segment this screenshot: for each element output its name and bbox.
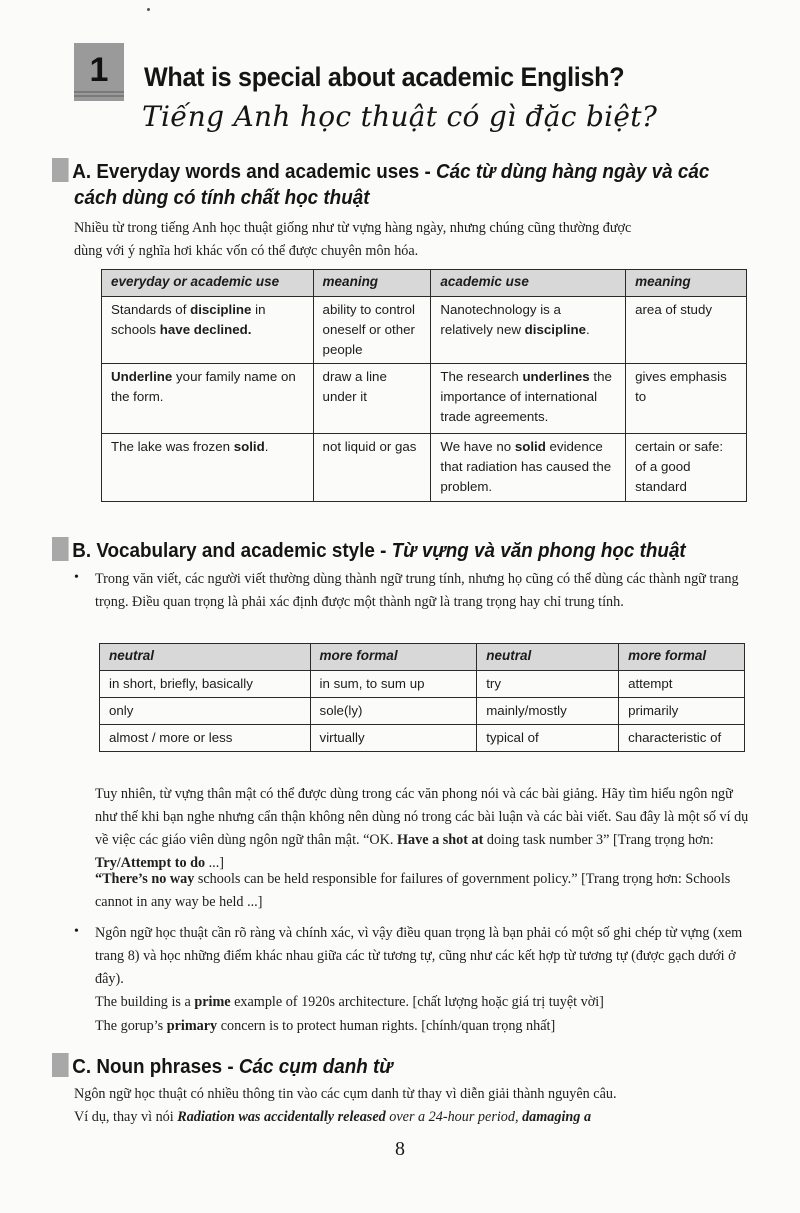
table-cell: attempt — [619, 671, 745, 698]
table-cell: not liquid or gas — [313, 434, 431, 502]
section-c-paragraph-1: Ngôn ngữ học thuật có nhiều thông tin vào các cụm danh từ thay vì diễn giải thành nguyên câu. — [74, 1086, 617, 1102]
table-cell: characteristic of — [619, 725, 745, 752]
table-cell: certain or safe: of a good standard — [626, 434, 747, 502]
section-b-paragraph-3: “There’s no way schools can be held responsible for failures of government policy.” [Trang trọng hơn: Schools cannot in any way be held ...] — [95, 871, 731, 910]
section-c-paragraph-2: Ví dụ, thay vì nói Radiation was accidentally released over a 24-hour period, damaging a — [74, 1109, 592, 1125]
table-row — [100, 698, 745, 725]
table-cell: Nanotechnology is a relatively new discipline. — [431, 297, 626, 364]
unit-number: 1 — [89, 51, 109, 89]
column-header: meaning — [626, 270, 747, 297]
section-b-example-1: The building is a prime example of 1920s architecture. [chất lượng hoặc giá trị tuyệt vời] — [95, 994, 604, 1010]
section-marker-icon — [52, 1053, 69, 1077]
table-cell: try — [477, 671, 619, 698]
table-formality — [99, 643, 745, 752]
column-header: meaning — [313, 270, 431, 297]
table-cell: sole(ly) — [310, 698, 477, 725]
unit-number-box — [74, 43, 124, 101]
bullet-icon: • — [74, 924, 79, 939]
table-row — [100, 671, 745, 698]
table-cell: only — [100, 698, 311, 725]
table-academic-uses — [101, 269, 747, 502]
column-header: neutral — [477, 644, 619, 671]
table-row — [102, 434, 747, 502]
section-b-example-2: The gorup’s primary concern is to protect human rights. [chính/quan trọng nhất] — [95, 1018, 556, 1034]
page-number: 8 — [395, 1138, 405, 1160]
unit-title-en: What is special about academic English? — [144, 62, 625, 92]
table-header-row — [102, 270, 747, 297]
bullet-icon: • — [74, 570, 79, 585]
unit-title-vi: Tiếng Anh học thuật có gì đặc biệt? — [142, 100, 658, 133]
table-cell: virtually — [310, 725, 477, 752]
column-header: neutral — [100, 644, 311, 671]
column-header: more formal — [310, 644, 477, 671]
table-cell: gives emphasis to — [626, 364, 747, 434]
table-cell: Standards of discipline in schools have declined. — [102, 297, 314, 364]
table-cell: ability to control oneself or other people — [313, 297, 431, 364]
speck — [147, 8, 150, 11]
column-header: everyday or academic use — [102, 270, 314, 297]
table-row — [102, 297, 747, 364]
section-b-paragraph-4: Ngôn ngữ học thuật cần rõ ràng và chính xác, vì vậy điều quan trọng là bạn phải có một số ghi chép từ vựng (xem trang 8) và học những điểm khác nhau giữa các từ tương tự, cũng như các kết hợp từ tương tự (được gạch dưới ở đây). — [95, 925, 743, 987]
column-header: more formal — [619, 644, 745, 671]
table-cell: area of study — [626, 297, 747, 364]
table-cell: primarily — [619, 698, 745, 725]
column-header: academic use — [431, 270, 626, 297]
table-cell: We have no solid evidence that radiation has caused the problem. — [431, 434, 626, 502]
table-cell: typical of — [477, 725, 619, 752]
table-row — [100, 725, 745, 752]
section-b-heading: B. Vocabulary and academic style - Từ vựng và văn phong học thuật — [52, 537, 686, 563]
section-b-paragraph-2: Tuy nhiên, từ vựng thân mật có thể được dùng trong các văn phong nói và các bài giảng. Hãy tìm hiểu ngôn ngữ như thế khi bạn nghe nhưng cẩn thận không nên dùng nó trong các bài luận và các bài viết. Sau đây là một số ví dụ về việc các giáo viên dùng ngôn ngữ thân mật. “OK. Have a shot at doing task number 3” [Trang trọng hơn: Try/Attempt to do ...] — [95, 786, 749, 871]
table-cell: almost / more or less — [100, 725, 311, 752]
section-marker-icon — [52, 158, 69, 182]
table-cell: The research underlines the importance of international trade agreements. — [431, 364, 626, 434]
table-header-row — [100, 644, 745, 671]
section-a-intro-1: Nhiều từ trong tiếng Anh học thuật giống như từ vựng hàng ngày, nhưng chúng cũng thường được — [74, 220, 632, 236]
section-a-heading-line2: cách dùng có tính chất học thuật — [74, 186, 370, 209]
table-cell: in short, briefly, basically — [100, 671, 311, 698]
section-b-paragraph-1: Trong văn viết, các người viết thường dùng thành ngữ trung tính, nhưng họ cũng có thể dùng các thành ngữ trang trọng. Điều quan trọng là phải xác định được một thành ngữ là trang trọng hay chỉ trung tính. — [95, 571, 739, 610]
table-cell: The lake was frozen solid. — [102, 434, 314, 502]
section-marker-icon — [52, 537, 69, 561]
table-row — [102, 364, 747, 434]
section-c-heading: C. Noun phrases - Các cụm danh từ — [52, 1053, 393, 1079]
table-cell: draw a line under it — [313, 364, 431, 434]
section-a-heading: A. Everyday words and academic uses - Các từ dùng hàng ngày và các — [52, 158, 709, 184]
table-cell: in sum, to sum up — [310, 671, 477, 698]
table-cell: Underline your family name on the form. — [102, 364, 314, 434]
table-cell: mainly/mostly — [477, 698, 619, 725]
section-a-intro-2: dùng với ý nghĩa hơi khác vốn có thể được chuyên môn hóa. — [74, 243, 419, 259]
